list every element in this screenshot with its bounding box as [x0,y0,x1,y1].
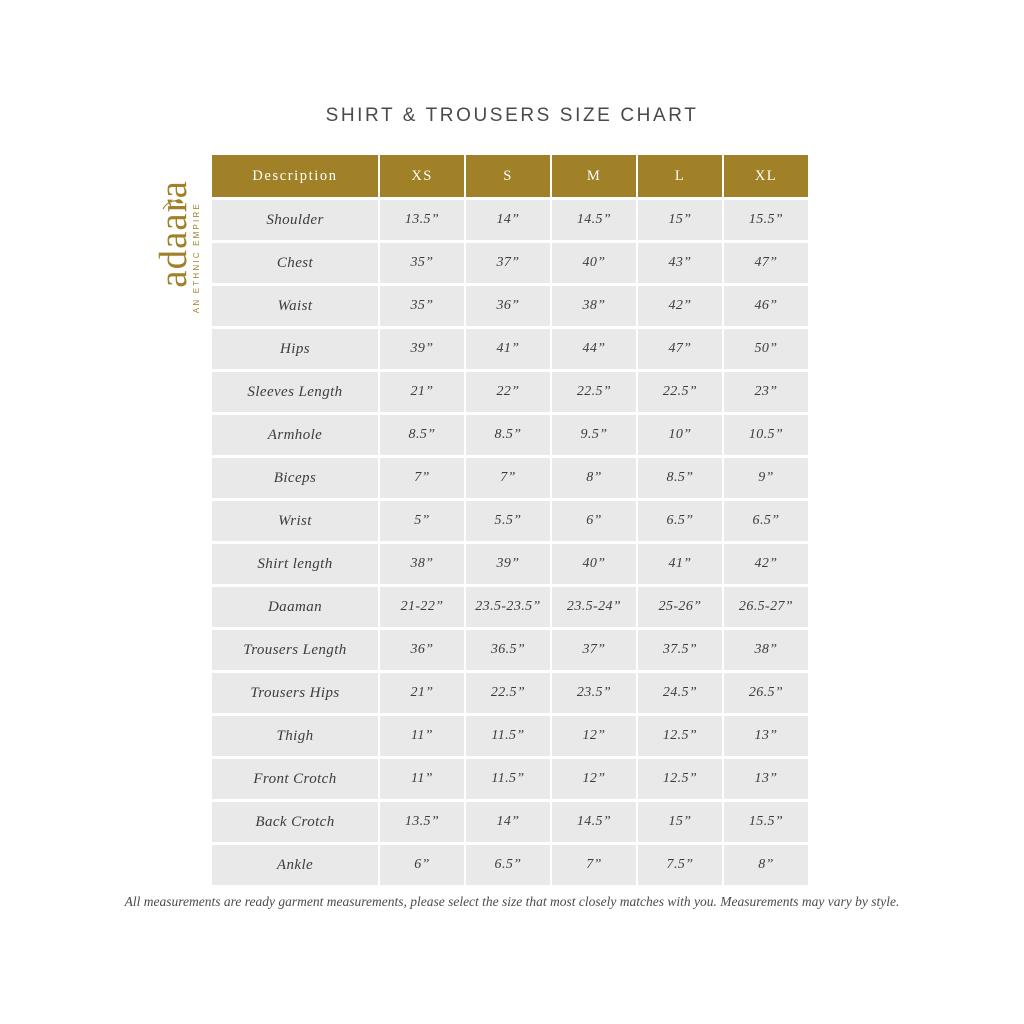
cell-m: 23.5” [552,673,636,713]
cell-xl: 8” [724,845,808,885]
cell-m: 14.5” [552,200,636,240]
row-label: Hips [212,329,378,369]
row-label: Thigh [212,716,378,756]
cell-l: 43” [638,243,722,283]
cell-l: 41” [638,544,722,584]
table-row [212,415,808,455]
cell-l: 6.5” [638,501,722,541]
cell-xs: 8.5” [380,415,464,455]
table-row [212,200,808,240]
row-label: Daaman [212,587,378,627]
cell-s: 14” [466,802,550,842]
row-label: Waist [212,286,378,326]
cell-xs: 36” [380,630,464,670]
brand-tagline: AN ETHNIC EMPIRE [192,202,201,314]
row-label: Back Crotch [212,802,378,842]
row-label: Ankle [212,845,378,885]
cell-s: 36.5” [466,630,550,670]
cell-s: 41” [466,329,550,369]
cell-xs: 7” [380,458,464,498]
row-label: Biceps [212,458,378,498]
row-label: Sleeves Length [212,372,378,412]
table-row [212,716,808,756]
cell-l: 24.5” [638,673,722,713]
cell-l: 47” [638,329,722,369]
cell-m: 12” [552,716,636,756]
cell-xl: 15.5” [724,200,808,240]
size-chart-table [210,152,810,888]
cell-l: 25-26” [638,587,722,627]
table-header-row [212,155,808,197]
cell-xl: 13” [724,759,808,799]
column-header-s: S [466,155,550,197]
cell-m: 8” [552,458,636,498]
table-row [212,286,808,326]
cell-s: 7” [466,458,550,498]
brand-name: adaara [152,180,195,288]
column-header-xs: XS [380,155,464,197]
table-row [212,759,808,799]
cell-xs: 5” [380,501,464,541]
cell-l: 8.5” [638,458,722,498]
row-label: Shirt length [212,544,378,584]
row-label: Wrist [212,501,378,541]
cell-xl: 42” [724,544,808,584]
cell-l: 15” [638,802,722,842]
cell-xs: 13.5” [380,200,464,240]
cell-s: 6.5” [466,845,550,885]
cell-xl: 50” [724,329,808,369]
cell-l: 12.5” [638,716,722,756]
cell-l: 12.5” [638,759,722,799]
cell-xl: 9” [724,458,808,498]
table-row [212,329,808,369]
cell-l: 10” [638,415,722,455]
cell-l: 15” [638,200,722,240]
cell-s: 36” [466,286,550,326]
page-title: SHIRT & TROUSERS SIZE CHART [325,105,699,126]
cell-xl: 6.5” [724,501,808,541]
cell-m: 40” [552,243,636,283]
cell-s: 39” [466,544,550,584]
cell-l: 37.5” [638,630,722,670]
column-header-l: L [638,155,722,197]
cell-xs: 21-22” [380,587,464,627]
cell-m: 23.5-24” [552,587,636,627]
cell-m: 40” [552,544,636,584]
cell-m: 12” [552,759,636,799]
cell-s: 23.5-23.5” [466,587,550,627]
cell-s: 8.5” [466,415,550,455]
cell-s: 22.5” [466,673,550,713]
table-row [212,673,808,713]
cell-xl: 47” [724,243,808,283]
cell-m: 38” [552,286,636,326]
table-row [212,501,808,541]
row-label: Armhole [212,415,378,455]
cell-xl: 15.5” [724,802,808,842]
cell-xl: 13” [724,716,808,756]
cell-xs: 21” [380,673,464,713]
cell-l: 22.5” [638,372,722,412]
cell-xl: 38” [724,630,808,670]
cell-m: 44” [552,329,636,369]
cell-xl: 46” [724,286,808,326]
cell-xs: 35” [380,286,464,326]
cell-s: 22” [466,372,550,412]
table-row [212,587,808,627]
cell-m: 14.5” [552,802,636,842]
table-row [212,372,808,412]
table-row [212,845,808,885]
cell-m: 6” [552,501,636,541]
cell-xl: 10.5” [724,415,808,455]
cell-s: 11.5” [466,759,550,799]
brand-logo [148,180,208,380]
row-label: Shoulder [212,200,378,240]
measurements-footnote: All measurements are ready garment measurements, please select the size that most closely matches with you. Measurements may vary by style. [124,894,900,909]
cell-xs: 21” [380,372,464,412]
row-label: Front Crotch [212,759,378,799]
row-label: Trousers Hips [212,673,378,713]
cell-xl: 26.5-27” [724,587,808,627]
cell-xs: 39” [380,329,464,369]
cell-s: 11.5” [466,716,550,756]
table-row [212,458,808,498]
cell-m: 22.5” [552,372,636,412]
cell-s: 37” [466,243,550,283]
cell-xs: 11” [380,716,464,756]
column-header-xl: XL [724,155,808,197]
cell-m: 7” [552,845,636,885]
cell-xs: 35” [380,243,464,283]
cell-l: 7.5” [638,845,722,885]
table-row [212,544,808,584]
cell-xl: 23” [724,372,808,412]
table-row [212,802,808,842]
cell-xl: 26.5” [724,673,808,713]
table-row [212,630,808,670]
column-header-m: M [552,155,636,197]
cell-s: 5.5” [466,501,550,541]
cell-xs: 11” [380,759,464,799]
cell-m: 37” [552,630,636,670]
cell-xs: 13.5” [380,802,464,842]
row-label: Chest [212,243,378,283]
cell-m: 9.5” [552,415,636,455]
column-header-description: Description [212,155,378,197]
table-row [212,243,808,283]
row-label: Trousers Length [212,630,378,670]
cell-xs: 38” [380,544,464,584]
cell-xs: 6” [380,845,464,885]
cell-l: 42” [638,286,722,326]
cell-s: 14” [466,200,550,240]
